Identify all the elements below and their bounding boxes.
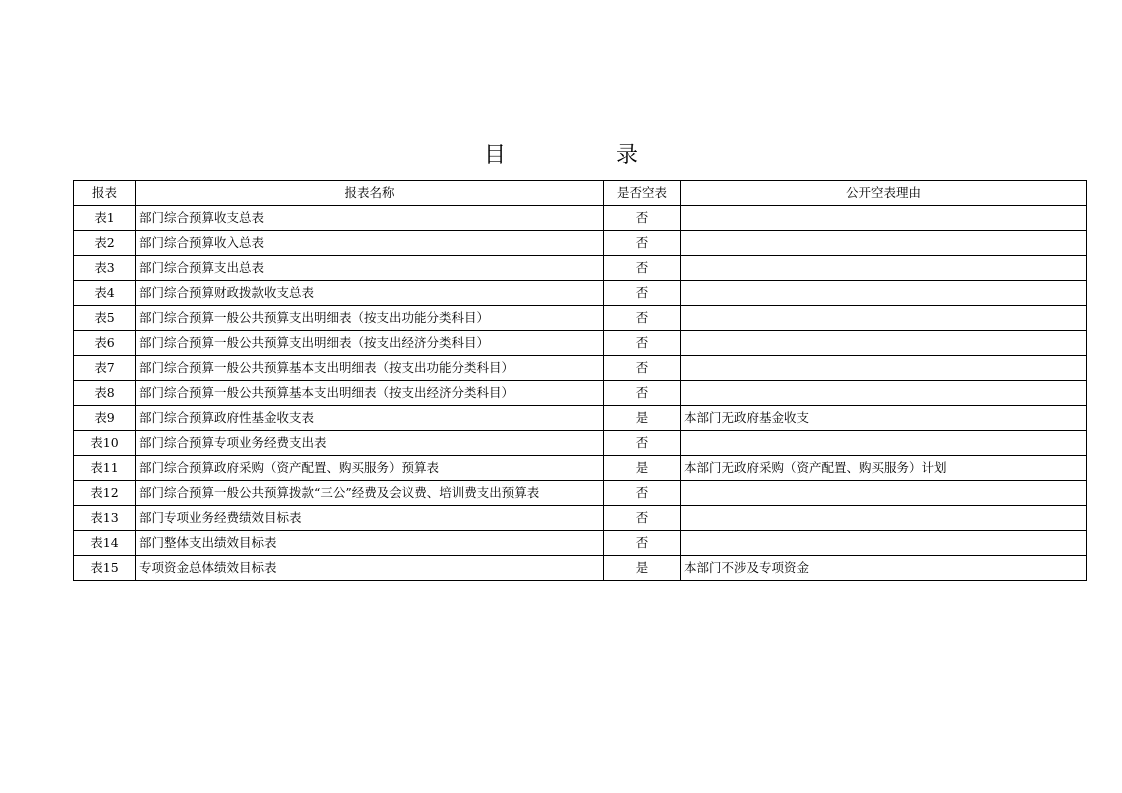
- cell-name: 部门综合预算收入总表: [136, 231, 604, 256]
- cell-code: 表9: [74, 406, 136, 431]
- cell-is-empty: 否: [604, 506, 681, 531]
- cell-reason: [681, 506, 1087, 531]
- cell-name: 专项资金总体绩效目标表: [136, 556, 604, 581]
- cell-reason: [681, 381, 1087, 406]
- cell-is-empty: 否: [604, 256, 681, 281]
- table-row: [74, 256, 1087, 281]
- cell-code: 表4: [74, 281, 136, 306]
- table-row: [74, 556, 1087, 581]
- cell-name: 部门整体支出绩效目标表: [136, 531, 604, 556]
- page-title: 目 录: [483, 143, 682, 168]
- table-header: [74, 181, 1087, 206]
- table-row: [74, 406, 1087, 431]
- cell-reason: [681, 431, 1087, 456]
- cell-code: 表7: [74, 356, 136, 381]
- cell-is-empty: 否: [604, 431, 681, 456]
- header-is-empty: 是否空表: [604, 181, 681, 206]
- table-row: [74, 206, 1087, 231]
- cell-reason: [681, 256, 1087, 281]
- cell-code: 表3: [74, 256, 136, 281]
- table-row: [74, 306, 1087, 331]
- table-row: [74, 356, 1087, 381]
- table-row: [74, 431, 1087, 456]
- header-reason: 公开空表理由: [681, 181, 1087, 206]
- cell-name: 部门专项业务经费绩效目标表: [136, 506, 604, 531]
- cell-name: 部门综合预算一般公共预算基本支出明细表（按支出功能分类科目）: [136, 356, 604, 381]
- cell-is-empty: 否: [604, 381, 681, 406]
- cell-name: 部门综合预算一般公共预算支出明细表（按支出功能分类科目）: [136, 306, 604, 331]
- cell-is-empty: 否: [604, 481, 681, 506]
- cell-name: 部门综合预算专项业务经费支出表: [136, 431, 604, 456]
- cell-is-empty: 否: [604, 331, 681, 356]
- cell-name: 部门综合预算支出总表: [136, 256, 604, 281]
- cell-name: 部门综合预算一般公共预算基本支出明细表（按支出经济分类科目）: [136, 381, 604, 406]
- table-row: [74, 331, 1087, 356]
- cell-code: 表14: [74, 531, 136, 556]
- cell-code: 表10: [74, 431, 136, 456]
- cell-code: 表15: [74, 556, 136, 581]
- cell-name: 部门综合预算一般公共预算拨款“三公”经费及会议费、培训费支出预算表: [136, 481, 604, 506]
- cell-is-empty: 是: [604, 556, 681, 581]
- cell-is-empty: 否: [604, 206, 681, 231]
- cell-is-empty: 否: [604, 306, 681, 331]
- cell-code: 表5: [74, 306, 136, 331]
- cell-reason: [681, 331, 1087, 356]
- cell-code: 表6: [74, 331, 136, 356]
- cell-name: 部门综合预算财政拨款收支总表: [136, 281, 604, 306]
- cell-reason: 本部门无政府采购（资产配置、购买服务）计划: [681, 456, 1087, 481]
- table-row: [74, 281, 1087, 306]
- cell-code: 表13: [74, 506, 136, 531]
- header-row: [74, 181, 1087, 206]
- cell-code: 表2: [74, 231, 136, 256]
- cell-name: 部门综合预算政府性基金收支表: [136, 406, 604, 431]
- cell-reason: 本部门不涉及专项资金: [681, 556, 1087, 581]
- cell-reason: [681, 306, 1087, 331]
- header-name: 报表名称: [136, 181, 604, 206]
- table-row: [74, 456, 1087, 481]
- header-code: 报表: [74, 181, 136, 206]
- cell-name: 部门综合预算收支总表: [136, 206, 604, 231]
- cell-name: 部门综合预算一般公共预算支出明细表（按支出经济分类科目）: [136, 331, 604, 356]
- cell-is-empty: 是: [604, 456, 681, 481]
- cell-code: 表11: [74, 456, 136, 481]
- table-body: [74, 206, 1087, 581]
- toc-table: [73, 180, 1087, 581]
- cell-reason: [681, 281, 1087, 306]
- cell-reason: [681, 356, 1087, 381]
- cell-name: 部门综合预算政府采购（资产配置、购买服务）预算表: [136, 456, 604, 481]
- cell-reason: [681, 206, 1087, 231]
- cell-reason: [681, 531, 1087, 556]
- cell-reason: 本部门无政府基金收支: [681, 406, 1087, 431]
- cell-is-empty: 否: [604, 531, 681, 556]
- table-row: [74, 231, 1087, 256]
- cell-code: 表12: [74, 481, 136, 506]
- table-row: [74, 506, 1087, 531]
- table-row: [74, 481, 1087, 506]
- cell-reason: [681, 231, 1087, 256]
- cell-code: 表1: [74, 206, 136, 231]
- cell-reason: [681, 481, 1087, 506]
- cell-is-empty: 否: [604, 281, 681, 306]
- cell-is-empty: 否: [604, 356, 681, 381]
- cell-is-empty: 否: [604, 231, 681, 256]
- table-row: [74, 381, 1087, 406]
- cell-code: 表8: [74, 381, 136, 406]
- cell-is-empty: 是: [604, 406, 681, 431]
- table-row: [74, 531, 1087, 556]
